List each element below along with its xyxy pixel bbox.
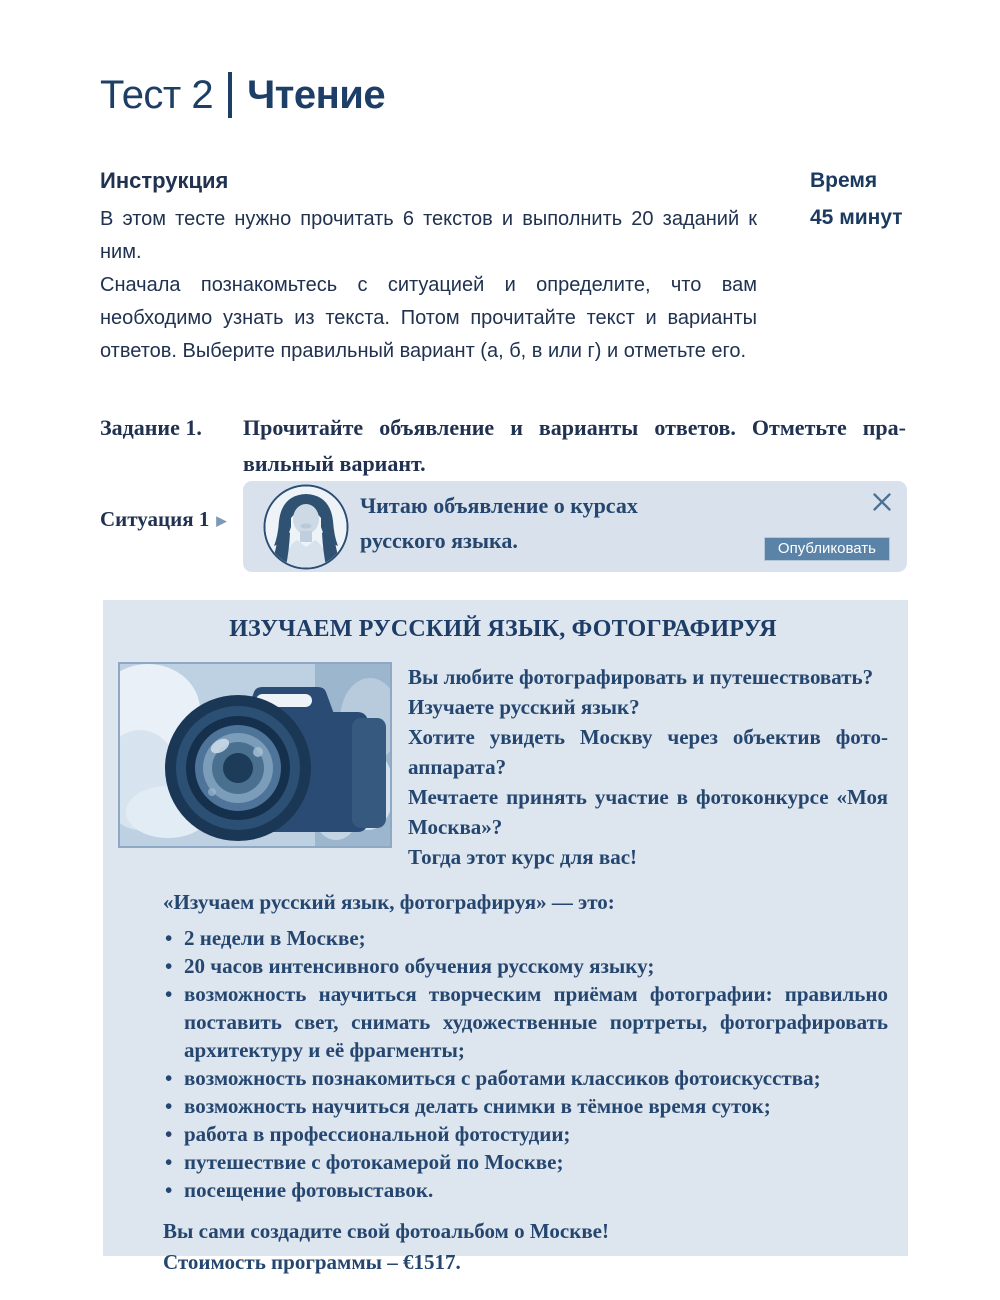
ad-intro-line: «Изучаем русский язык, фотографируя» — это: <box>163 890 615 914</box>
instruction-paragraphs <box>100 203 757 368</box>
publish-button[interactable]: Опубликовать <box>764 537 890 561</box>
ad-bullet-item: • путешествие с фотокамерой по Москве; <box>184 1148 888 1176</box>
ad-footer-line: Стоимость программы – €1517. <box>163 1250 461 1274</box>
title-section: Чтение <box>247 72 386 117</box>
time-block <box>810 166 903 233</box>
camera-photo <box>118 662 392 848</box>
ad-question-line: Тогда этот курс для вас! <box>408 845 638 869</box>
ad-bullet-item: • 20 часов интенсивного обучения русскому языку; <box>184 952 888 980</box>
ad-photo-row <box>118 662 888 872</box>
task-label: Задание 1. <box>100 415 202 440</box>
page-title <box>100 72 385 118</box>
ad-bullet-item: • 2 недели в Москве; <box>184 924 888 952</box>
avatar <box>263 483 349 571</box>
situation-label-text: Ситуация 1 <box>100 507 210 531</box>
ad-bullet-item: • возможность познакомиться с работами классиков фотоискусства; <box>184 1064 888 1092</box>
situation-post-card <box>243 481 907 572</box>
task-text: Прочитайте объявление и варианты ответов. Отметьте правильный вариант. <box>243 415 906 476</box>
ad-footer <box>163 1216 888 1278</box>
ad-heading: ИЗУЧАЕМ РУССКИЙ ЯЗЫК, ФОТОГРАФИРУЯ <box>229 616 777 642</box>
instruction-paragraph: Сначала познакомьтесь с ситуацией и определите, что вам необходимо узнать из текста. Потом прочитайте текст и варианты ответов. Выберите правильный вариант (а, б, в или г) и отметьте его. <box>100 274 757 362</box>
ad-bullet-item: • возможность научиться творческим приёмам фотографии: правильно поставить свет, снимать художественные портреты, фотографировать архитектуру и её фрагменты; <box>184 980 888 1064</box>
instruction-section <box>100 166 757 368</box>
time-label: Время <box>810 169 878 192</box>
ad-bullet-item: • посещение фотовыставок. <box>184 1176 888 1204</box>
ad-bullet-list <box>163 924 888 1204</box>
ad-question-line: Вы любите фотографировать и путешествовать? <box>408 665 874 689</box>
post-text: Читаю объявление о курсах русского языка. <box>360 493 638 553</box>
title-test-number: Тест 2 <box>100 72 214 117</box>
advertisement-box <box>103 600 908 1274</box>
ad-bullet-item: • возможность научиться делать снимки в тёмное время суток; <box>184 1092 888 1120</box>
ad-questions <box>408 662 888 872</box>
ad-bullet-item: • работа в профессиональной фотостудии; <box>184 1120 888 1148</box>
task-1 <box>100 410 906 482</box>
instruction-heading: Инструкция <box>100 168 229 193</box>
title-divider <box>228 72 232 118</box>
time-value: 45 минут <box>810 206 903 229</box>
situation-label <box>100 507 226 532</box>
ad-question-line: Мечтаете принять участие в фотоконкурсе «Моя Москва»? <box>408 785 888 839</box>
arrow-right-icon: ▶ <box>216 513 227 528</box>
ad-footer-line: Вы сами создадите свой фотоальбом о Москве! <box>163 1219 609 1243</box>
instruction-paragraph: В этом тесте нужно прочитать 6 текстов и выполнить 20 заданий к ним. <box>100 208 757 263</box>
ad-question-line: Изучаете русский язык? <box>408 695 640 719</box>
ad-question-line: Хотите увидеть Москву через объектив фотоаппарата? <box>408 725 888 779</box>
close-icon[interactable] <box>871 491 893 513</box>
